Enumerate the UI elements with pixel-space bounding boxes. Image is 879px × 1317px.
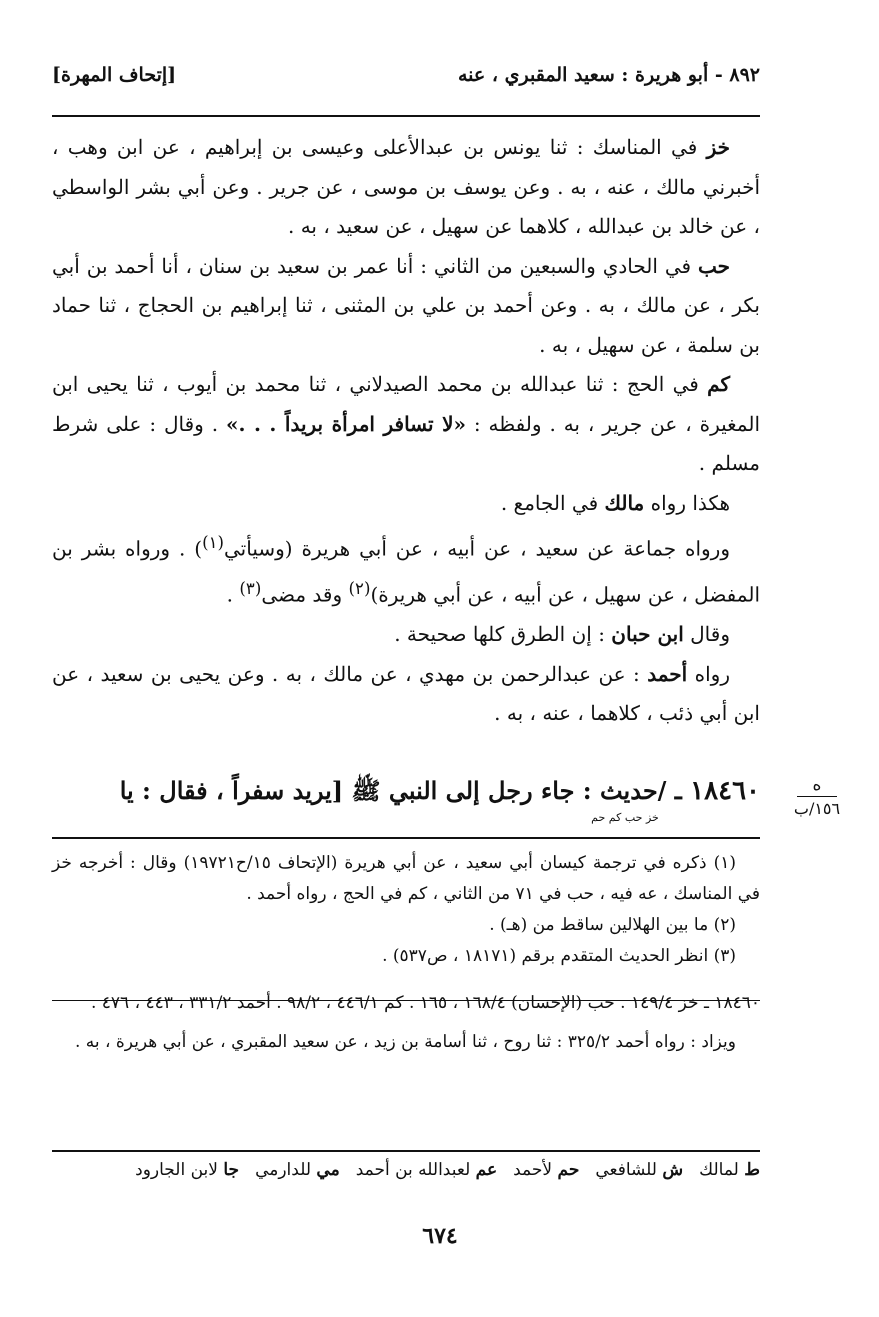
footnote-ref: (٣) <box>239 579 262 599</box>
header-rule <box>52 115 760 117</box>
hadith-heading <box>52 776 760 811</box>
paragraph-ibn-hibban: وقال ابن حبان : إن الطرق كلها صحيحة . <box>394 622 730 647</box>
paragraph-jamaa: ورواه جماعة عن سعيد ، عن أبيه ، عن أبي هريرة (وسيأتي$^{(١)}$) . ورواه بشر بن المفضل ، عن سهيل ، عن أبيه ، عن أبي هريرة)$^{(٢)}$ وقد مضى$^{(٣)}$ . <box>52 533 760 607</box>
narrator-name: مالك <box>604 490 645 515</box>
additional-reference: ويزاد : رواه أحمد ٣٢٥/٢ : ثنا روح ، ثنا أسامة بن زيد ، عن سعيد المقبري ، عن أبي هريرة ، به . <box>74 1032 736 1052</box>
folio-number: ١٥٦/ب <box>793 799 841 818</box>
narrator-name: ابن حبان <box>611 622 684 647</box>
header-book-title: [إتحاف المهرة] <box>52 64 177 86</box>
manuscript-mark: ه <box>812 775 822 795</box>
abbreviation-legend <box>52 1160 760 1180</box>
footnote-gap <box>52 972 760 988</box>
paragraph-hakim: كم في الحج : ثنا عبدالله بن محمد الصيدلاني ، ثنا محمد بن أيوب ، ثنا يحيى ابن المغيرة ، عن جرير ، به . ولفظه : «لا تسافر امرأة بريداً . . .» . وقال : على شرط مسلم . <box>52 372 760 475</box>
hadith-quote: «لا تسافر امرأة بريداً . . .» <box>225 411 466 436</box>
legend-item: جا لابن الجارود <box>135 1160 240 1180</box>
running-header <box>52 62 760 98</box>
header-title: ٨٩٢ - أبو هريرة : سعيد المقبري ، عنه <box>458 64 760 86</box>
legend-item: ط لمالك <box>699 1160 760 1180</box>
narrator-name: أحمد <box>647 661 688 686</box>
footnote-rule <box>52 837 760 839</box>
page-number: ٦٧٤ <box>422 1223 458 1249</box>
source-code: خز <box>706 135 730 159</box>
main-text <box>52 128 760 734</box>
footnote-2: (٢) ما بين الهلالين ساقط من (هـ) . <box>489 915 736 935</box>
legend-item: عم لعبدالله بن أحمد <box>355 1160 498 1180</box>
reference-separator <box>52 1000 760 1001</box>
footnote-gap <box>52 1019 760 1027</box>
footnote-ref: (٢) <box>348 579 371 599</box>
legend-item: مي للدارمي <box>255 1160 340 1180</box>
margin-divider <box>797 796 837 797</box>
source-code: حب <box>697 253 730 278</box>
margin-folio-note <box>790 775 844 818</box>
footnote-ref: (١) <box>202 533 225 552</box>
source-code: كم <box>707 372 730 396</box>
footnotes <box>52 848 760 1058</box>
paragraph-hibban: حب في الحادي والسبعين من الثاني : أنا عمر بن سعيد بن سنان ، أنا أحمد بن أبي بكر ، عن مالك ، به . وعن أحمد بن علي بن المثنى ، ثنا إبراهيم بن الحجاج ، ثنا حماد بن سلمة ، عن سهيل ، به . <box>52 253 761 357</box>
footnote-1: (١) ذكره في ترجمة كيسان أبي سعيد ، عن أبي هريرة (الإتحاف ١٥/ح١٩٧٢١) وقال : أخرجه خز في المناسك ، عه فيه ، حب في ٧١ من الثاني ، كم في الحج ، رواه أحمد . <box>52 853 760 904</box>
paragraph-malik: هكذا رواه مالك في الجامع . <box>500 490 730 515</box>
hadith-references: ١٨٤٦٠ ـ خز ١٤٩/٤ . حب (الإحسان) ١٦٨/٤ ، ١٦٥ . كم ٤٤٦/١ ، ٩٨/٢ . أحمد ٣٣١/٢ ، ٤٤٣ ، ٤٧٦ . <box>90 993 760 1013</box>
paragraph-khuzayma: خز في المناسك : ثنا يونس بن عبدالأعلى وعيسى بن إبراهيم ، عن ابن وهب ، أخبرني مالك ، عنه ، به . وعن يوسف بن موسى ، عن جرير . وعن أبي بشر الواسطي ، عن خالد بن عبدالله ، كلاهما عن سهيل ، عن سعيد ، به . <box>52 135 760 238</box>
paragraph-ahmad: رواه أحمد : عن عبدالرحمن بن مهدي ، عن مالك ، به . وعن يحيى بن سعيد ، عن ابن أبي ذئب ، كلاهما ، عنه ، به . <box>52 661 760 726</box>
hadith-sigla: خز حب كم حم <box>591 811 659 824</box>
legend-item: ش للشافعي <box>595 1160 684 1180</box>
legend-rule <box>52 1150 760 1152</box>
hadith-number: ١٨٤٦٠ <box>690 776 760 806</box>
legend-item: حم لأحمد <box>513 1160 580 1180</box>
hadith-title: ـ /حديث : جاء رجل إلى النبي ﷺ [يريد سفراً ، فقال : يا <box>119 776 691 805</box>
footnote-3: (٣) انظر الحديث المتقدم برقم (١٨١٧١ ، ص٥٣٧) . <box>382 946 736 966</box>
